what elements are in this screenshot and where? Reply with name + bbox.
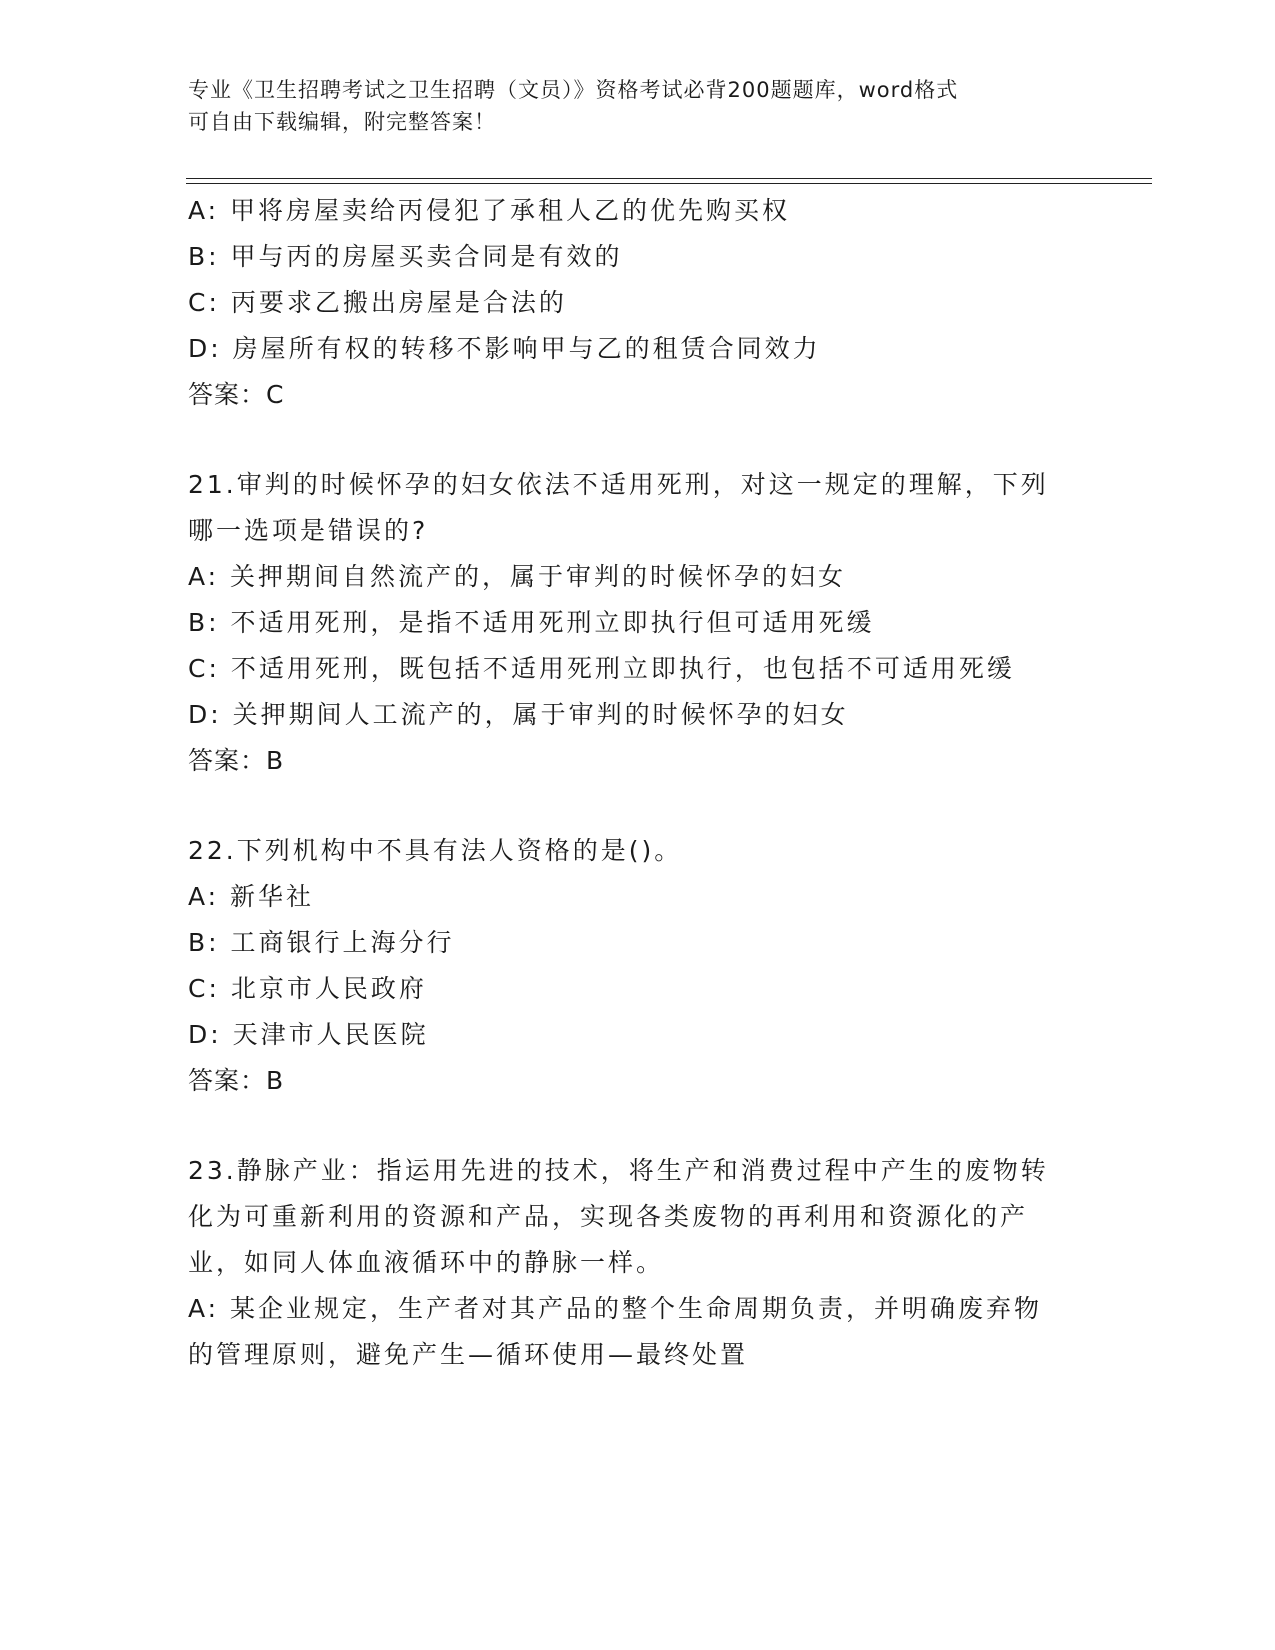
answer: 答案：C [188,380,285,409]
header-title-line-2: 可自由下载编辑，附完整答案！ [188,110,496,134]
option-d: D: 天津市人民医院 [188,1020,429,1049]
option-d: D: 房屋所有权的转移不影响甲与乙的租赁合同效力 [188,334,821,363]
option-b: B: 不适用死刑，是指不适用死刑立即执行但可适用死缓 [188,608,875,637]
header-divider-thin [186,183,1152,184]
option-b: B: 甲与丙的房屋买卖合同是有效的 [188,242,623,271]
option-c: C: 北京市人民政府 [188,974,427,1003]
question-stem: 业，如同人体血液循环中的静脉一样。 [188,1248,665,1277]
answer: 答案：B [188,1066,285,1095]
option-a: A: 新华社 [188,882,315,911]
answer: 答案：B [188,746,285,775]
header-divider [186,178,1152,179]
option-a-continued: 的管理原则，避免产生—循环使用—最终处置 [188,1340,749,1369]
option-a: A: 关押期间自然流产的，属于审判的时候怀孕的妇女 [188,562,847,591]
question-stem: 21.审判的时候怀孕的妇女依法不适用死刑，对这一规定的理解，下列 [188,470,1049,499]
option-b: B: 工商银行上海分行 [188,928,455,957]
option-d: D: 关押期间人工流产的，属于审判的时候怀孕的妇女 [188,700,849,729]
header-title-line-1: 专业《卫生招聘考试之卫生招聘（文员）》资格考试必背200题题库，word格式 [188,78,959,102]
document-header [188,74,1088,138]
option-c: C: 丙要求乙搬出房屋是合法的 [188,288,567,317]
question-20 [188,188,1088,418]
question-23 [188,1148,1088,1378]
question-21 [188,462,1088,784]
question-stem: 23.静脉产业：指运用先进的技术，将生产和消费过程中产生的废物转 [188,1156,1049,1185]
option-a: A: 某企业规定，生产者对其产品的整个生命周期负责，并明确废弃物 [188,1294,1043,1323]
option-c: C: 不适用死刑，既包括不适用死刑立即执行，也包括不可适用死缓 [188,654,1015,683]
question-list [188,188,1088,1378]
question-stem: 化为可重新利用的资源和产品，实现各类废物的再利用和资源化的产 [188,1202,1029,1231]
question-22 [188,828,1088,1104]
question-stem: 22.下列机构中不具有法人资格的是()。 [188,836,683,865]
option-a: A: 甲将房屋卖给丙侵犯了承租人乙的优先购买权 [188,196,791,225]
question-stem: 哪一选项是错误的? [188,516,429,545]
